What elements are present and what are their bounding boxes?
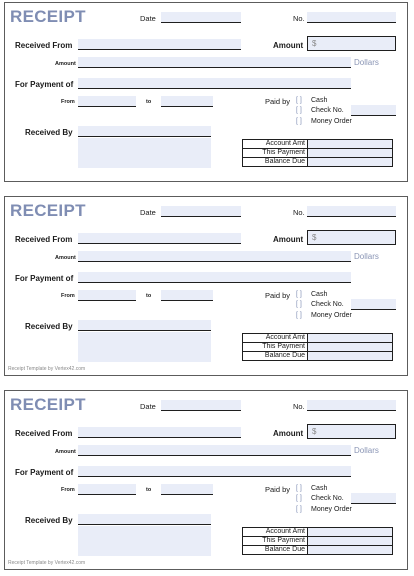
check-number-field[interactable] xyxy=(351,299,396,310)
balance-due-label: Balance Due xyxy=(243,352,308,361)
money-order-checkbox[interactable]: [ ] xyxy=(296,312,302,319)
account-amt-field[interactable] xyxy=(308,528,393,537)
template-credit: Receipt Template by Vertex42.com xyxy=(8,560,86,566)
receipt-number-label: No. xyxy=(293,402,305,411)
table-row xyxy=(243,140,393,149)
balance-due-field[interactable] xyxy=(308,546,393,555)
money-order-checkbox[interactable]: [ ] xyxy=(296,118,302,125)
table-row xyxy=(243,546,393,555)
table-row xyxy=(243,158,393,167)
account-amt-label: Account Amt xyxy=(243,528,308,537)
amount-label: Amount xyxy=(273,429,304,438)
this-payment-field[interactable] xyxy=(308,537,393,546)
received-by-signature-area[interactable] xyxy=(78,332,211,362)
money-order-option-label: Money Order xyxy=(311,118,352,125)
balance-due-label: Balance Due xyxy=(243,546,308,555)
paid-by-label: Paid by xyxy=(265,485,291,494)
from-date-field[interactable] xyxy=(78,290,136,301)
check-option-label: Check No. xyxy=(311,495,344,502)
amount-in-words-label: Amount xyxy=(55,449,76,455)
cash-option-label: Cash xyxy=(311,485,328,492)
paid-by-label: Paid by xyxy=(265,291,291,300)
cash-checkbox[interactable]: [ ] xyxy=(296,97,302,104)
table-row xyxy=(243,528,393,537)
balance-table xyxy=(242,139,393,167)
from-label: From xyxy=(61,99,75,105)
receipt-title: RECEIPT xyxy=(10,201,86,220)
currency-symbol: $ xyxy=(312,233,317,242)
for-payment-of-label: For Payment of xyxy=(15,80,74,89)
check-option-label: Check No. xyxy=(311,107,344,114)
for-payment-of-field[interactable] xyxy=(78,78,351,89)
received-by-label: Received By xyxy=(25,128,73,137)
date-field[interactable] xyxy=(161,206,241,217)
receipt-number-field[interactable] xyxy=(307,12,396,23)
receipt-title: RECEIPT xyxy=(10,7,86,26)
from-label: From xyxy=(61,293,75,299)
to-label: to xyxy=(146,487,152,493)
check-checkbox[interactable]: [ ] xyxy=(296,495,302,502)
cash-option-label: Cash xyxy=(311,291,328,298)
cash-option-label: Cash xyxy=(311,97,328,104)
balance-table xyxy=(242,333,393,361)
date-label: Date xyxy=(140,402,156,411)
table-row xyxy=(243,343,393,352)
received-from-field[interactable] xyxy=(78,233,241,244)
from-date-field[interactable] xyxy=(78,96,136,107)
received-by-label: Received By xyxy=(25,322,73,331)
received-by-label: Received By xyxy=(25,516,73,525)
to-date-field[interactable] xyxy=(161,484,213,495)
money-order-option-label: Money Order xyxy=(311,506,352,513)
received-by-signature-area[interactable] xyxy=(78,138,211,168)
amount-label: Amount xyxy=(273,41,304,50)
account-amt-label: Account Amt xyxy=(243,334,308,343)
this-payment-field[interactable] xyxy=(308,149,393,158)
template-credit: Receipt Template by Vertex42.com xyxy=(8,366,86,372)
received-from-field[interactable] xyxy=(78,427,241,438)
balance-due-label: Balance Due xyxy=(243,158,308,167)
amount-in-words-label: Amount xyxy=(55,255,76,261)
from-label: From xyxy=(61,487,75,493)
table-row xyxy=(243,334,393,343)
receipt-form xyxy=(4,196,408,376)
from-date-field[interactable] xyxy=(78,484,136,495)
receipt-title: RECEIPT xyxy=(10,395,86,414)
dollars-label: Dollars xyxy=(354,252,379,261)
to-label: to xyxy=(146,99,152,105)
currency-symbol: $ xyxy=(312,427,317,436)
to-label: to xyxy=(146,293,152,299)
received-by-field[interactable] xyxy=(78,514,211,525)
cash-checkbox[interactable]: [ ] xyxy=(296,485,302,492)
received-from-field[interactable] xyxy=(78,39,241,50)
check-option-label: Check No. xyxy=(311,301,344,308)
date-label: Date xyxy=(140,208,156,217)
balance-due-field[interactable] xyxy=(308,352,393,361)
amount-in-words-label: Amount xyxy=(55,61,76,67)
for-payment-of-label: For Payment of xyxy=(15,274,74,283)
table-row xyxy=(243,537,393,546)
received-by-signature-area[interactable] xyxy=(78,526,211,556)
amount-in-words-field[interactable] xyxy=(78,445,351,456)
check-checkbox[interactable]: [ ] xyxy=(296,107,302,114)
balance-table xyxy=(242,527,393,555)
received-from-label: Received From xyxy=(15,41,73,50)
check-checkbox[interactable]: [ ] xyxy=(296,301,302,308)
amount-in-words-field[interactable] xyxy=(78,251,351,262)
date-field[interactable] xyxy=(161,12,241,23)
receipt-number-field[interactable] xyxy=(307,400,396,411)
for-payment-of-label: For Payment of xyxy=(15,468,74,477)
table-row xyxy=(243,352,393,361)
account-amt-field[interactable] xyxy=(308,334,393,343)
received-from-label: Received From xyxy=(15,429,73,438)
table-row xyxy=(243,149,393,158)
for-payment-of-field[interactable] xyxy=(78,272,351,283)
amount-field[interactable] xyxy=(307,230,396,245)
receipt-number-field[interactable] xyxy=(307,206,396,217)
currency-symbol: $ xyxy=(312,39,317,48)
receipt-form xyxy=(4,2,408,182)
account-amt-field[interactable] xyxy=(308,140,393,149)
this-payment-label: This Payment xyxy=(243,343,308,352)
received-by-field[interactable] xyxy=(78,320,211,331)
this-payment-label: This Payment xyxy=(243,537,308,546)
receipt-number-label: No. xyxy=(293,14,305,23)
for-payment-of-field[interactable] xyxy=(78,466,351,477)
received-from-label: Received From xyxy=(15,235,73,244)
amount-field[interactable] xyxy=(307,424,396,439)
amount-field[interactable] xyxy=(307,36,396,51)
amount-label: Amount xyxy=(273,235,304,244)
paid-by-label: Paid by xyxy=(265,97,291,106)
to-date-field[interactable] xyxy=(161,290,213,301)
dollars-label: Dollars xyxy=(354,446,379,455)
account-amt-label: Account Amt xyxy=(243,140,308,149)
date-field[interactable] xyxy=(161,400,241,411)
date-label: Date xyxy=(140,14,156,23)
received-by-field[interactable] xyxy=(78,126,211,137)
receipt-form xyxy=(4,390,408,570)
check-number-field[interactable] xyxy=(351,493,396,504)
cash-checkbox[interactable]: [ ] xyxy=(296,291,302,298)
money-order-checkbox[interactable]: [ ] xyxy=(296,506,302,513)
receipt-number-label: No. xyxy=(293,208,305,217)
dollars-label: Dollars xyxy=(354,58,379,67)
money-order-option-label: Money Order xyxy=(311,312,352,319)
this-payment-field[interactable] xyxy=(308,343,393,352)
to-date-field[interactable] xyxy=(161,96,213,107)
check-number-field[interactable] xyxy=(351,105,396,116)
this-payment-label: This Payment xyxy=(243,149,308,158)
amount-in-words-field[interactable] xyxy=(78,57,351,68)
balance-due-field[interactable] xyxy=(308,158,393,167)
